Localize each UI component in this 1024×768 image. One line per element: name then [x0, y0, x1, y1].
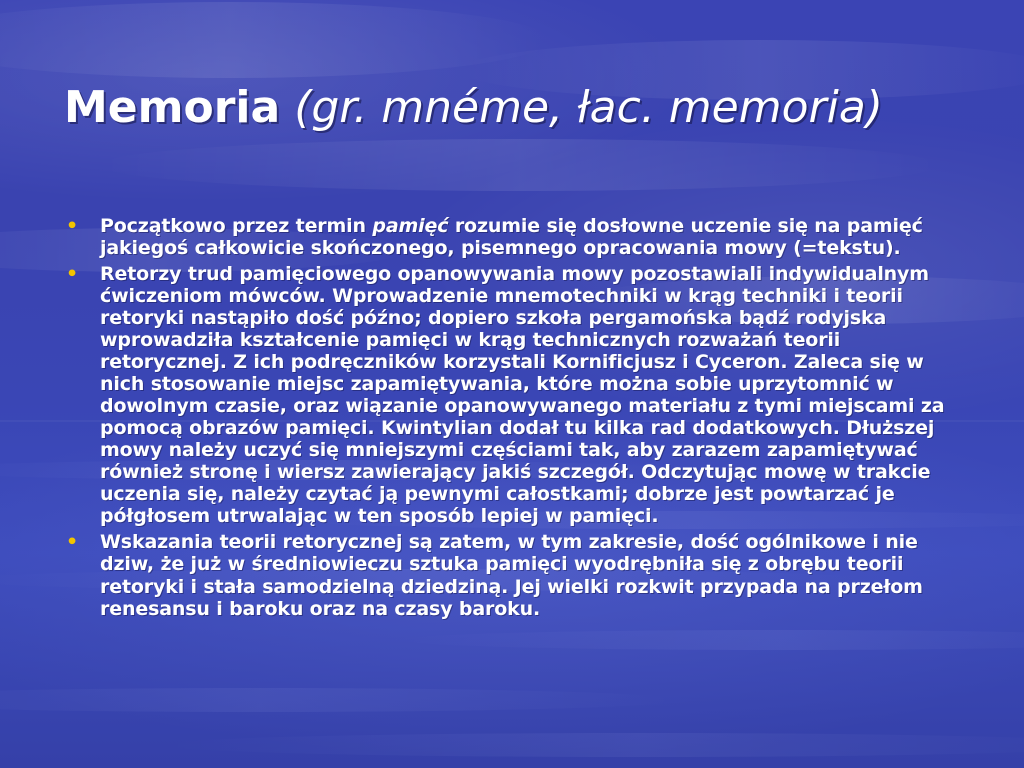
bullet-item	[62, 263, 972, 527]
bullet-item	[62, 531, 972, 619]
bullet-text: Retorzy trud pamięciowego opanowywania mowy pozostawiali indywidualnym ćwiczeniom mówców. Wprowadzenie mnemotechniki w krąg techniki i teorii retoryki nastąpiło dość późno; dopiero szkoła pergamońska bądź rodyjska wprowadziła kształcenie pamięci w krąg technicznych rozważań teorii retorycznej. Z ich podręczników korzystali Kornificjusz i Cyceron. Zaleca się w nich stosowanie miejsc zapamiętywania, które można sobie uprzytomnić w dowolnym czasie, oraz wiązanie opanowywanego materiału z tymi miejscami za pomocą obrazów pamięci. Kwintylian dodał tu kilka rad dodatkowych. Dłuższej mowy należy uczyć się mniejszymi częściami tak, aby zarazem zapamiętywać również stronę i wiersz zawierający jakiś szczegół. Odczytując mowę w trakcie uczenia się, należy czytać ją pewnymi całostkami; dobrze jest powtarzać je półgłosem utrwalając w ten sposób lepiej w pamięci.	[100, 263, 945, 528]
bullet-text-start: Początkowo przez termin	[100, 215, 373, 237]
title-subtitle: (gr. mnéme, łac. memoria)	[294, 82, 883, 133]
bullet-text: Wskazania teorii retorycznej są zatem, w tym zakresie, dość ogólnikowe i nie dziw, że już w średniowieczu sztuka pamięci wyodrębniła się z obrębu teorii retoryki i stała samodzielną dziedziną. Jej wielki rozkwit przypada na przełom renesansu i baroku oraz na czasy baroku.	[100, 531, 923, 620]
bullet-text-end: rozumie się dosłowne uczenie się na pamięć jakiegoś całkowicie skończonego, pisemnego opracowania mowy (=tekstu).	[100, 215, 923, 260]
bullet-list	[62, 215, 972, 624]
title-main: Memoria	[64, 82, 281, 133]
bullet-dot-icon: •	[66, 263, 78, 286]
bullet-dot-icon: •	[66, 215, 78, 237]
emphasized-term: pamięć	[372, 215, 449, 237]
slide-title	[64, 84, 883, 132]
bullet-item	[62, 215, 972, 259]
bullet-dot-icon: •	[66, 531, 78, 554]
